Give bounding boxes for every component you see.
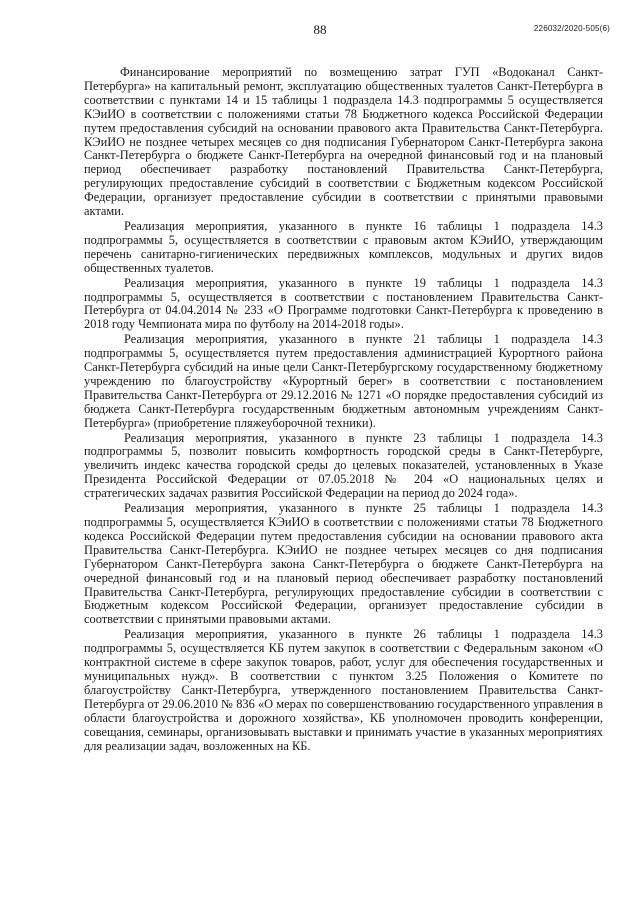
paragraph-item-25: Реализация мероприятия, указанного в пункте 25 таблицы 1 подраздела 14.3 подпрограммы 5, осуществляется КЭиИО в соответствии с положениями статьи 78 Бюджетного кодекса Российской Федерации путем предоставления субсидии на основании правового акта Правительства Санкт-Петербурга. КЭиИО не позднее четырех месяцев со дня подписания Губернатором Санкт-Петербурга закона Санкт-Петербурга о бюджете Санкт-Петербурга на очередной финансовый год и на плановый период обеспечивает разработку постановлений Правительства Санкт-Петербурга, регулирующих предоставление субсидии в соответствии с Бюджетным кодексом Российской Федерации, организует предоставление субсидии в соответствии с принятыми правовыми актами. bbox=[84, 501, 603, 627]
paragraph-item-21: Реализация мероприятия, указанного в пункте 21 таблицы 1 подраздела 14.3 подпрограммы 5, осуществляется путем предоставления администрацией Курортного района Санкт-Петербурга субсидий на иные цели Санкт-Петербургскому государственному бюджетному учреждению по благоустройству «Курортный берег» в соответствии с постановлением Правительства Санкт-Петербурга от 29.12.2016 № 1271 «О порядке предоставления субсидий из бюджета Санкт-Петербурга государственным бюджетным автономным учреждениям Санкт-Петербурга» (приобретение пляжеуборочной техники). bbox=[84, 332, 603, 430]
page-number: 88 bbox=[313, 22, 327, 37]
paragraph-item-16: Реализация мероприятия, указанного в пункте 16 таблицы 1 подраздела 14.3 подпрограммы 5, осуществляется в соответствии с правовым актом КЭиИО, утверждающим перечень санитарно-гигиенических передвижных комплексов, модульных и других видов общественных туалетов. bbox=[84, 218, 603, 275]
paragraph-item-23: Реализация мероприятия, указанного в пункте 23 таблицы 1 подраздела 14.3 подпрограммы 5, позволит повысить комфортность городской среды в Санкт-Петербурге, увеличить индекс качества городской среды до целевых показателей, установленных в Указе Президента Российской Федерации от 07.05.2018 № 204 «О национальных целях и стратегических задачах развития Российской Федерации на период до 2024 года». bbox=[84, 430, 603, 501]
paragraph-item-19: Реализация мероприятия, указанного в пункте 19 таблицы 1 подраздела 14.3 подпрограммы 5, осуществляется в соответствии с постановлением Правительства Санкт-Петербурга от 04.04.2014 № 233 «О Программе подготовки Санкт-Петербурга к проведению в 2018 году Чемпионата мира по футболу на 2014-2018 годы». bbox=[84, 275, 603, 332]
paragraph-financing-toilets: Финансирование мероприятий по возмещению затрат ГУП «Водоканал Санкт-Петербурга» на капитальный ремонт, эксплуатацию общественных туалетов Санкт-Петербурга в соответствии с пунктами 14 и 15 таблицы 1 подраздела 14.3 подпрограммы 5 осуществляется КЭиИО в соответствии с положениями статьи 78 Бюджетного кодекса Российской Федерации путем предоставления субсидий на основании правового акта Правительства Санкт-Петербурга. КЭиИО не позднее четырех месяцев со дня подписания Губернатором Санкт-Петербурга закона Санкт-Петербурга о бюджете Санкт-Петербурга на очередной финансовый год и на плановый период обеспечивает разработку постановлений Правительства Санкт-Петербурга, регулирующих предоставление субсидий в соответствии с Бюджетным кодексом Российской Федерации, организует предоставление субсидии в соответствии с принятыми правовыми актами. bbox=[84, 65, 603, 219]
body-text bbox=[84, 66, 603, 754]
paragraph-item-26: Реализация мероприятия, указанного в пункте 26 таблицы 1 подраздела 14.3 подпрограммы 5, осуществляется КБ путем закупок в соответствии с Федеральным законом «О контрактной системе в сфере закупок товаров, работ, услуг для обеспечения государственных и муниципальных нужд». В соответствии с пунктом 3.25 Положения о Комитете по благоустройству Санкт-Петербурга, утвержденного постановлением Правительства Санкт-Петербурга от 29.06.2010 № 836 «О мерах по совершенствованию государственного управления в области благоустройства и дорожного хозяйства», КБ уполномочен проводить конференции, совещания, семинары, организовывать выставки и принимать участие в указанных мероприятиях для реализации задач, возложенных на КБ. bbox=[84, 627, 603, 753]
document-code: 226032/2020-505(6) bbox=[533, 24, 610, 33]
